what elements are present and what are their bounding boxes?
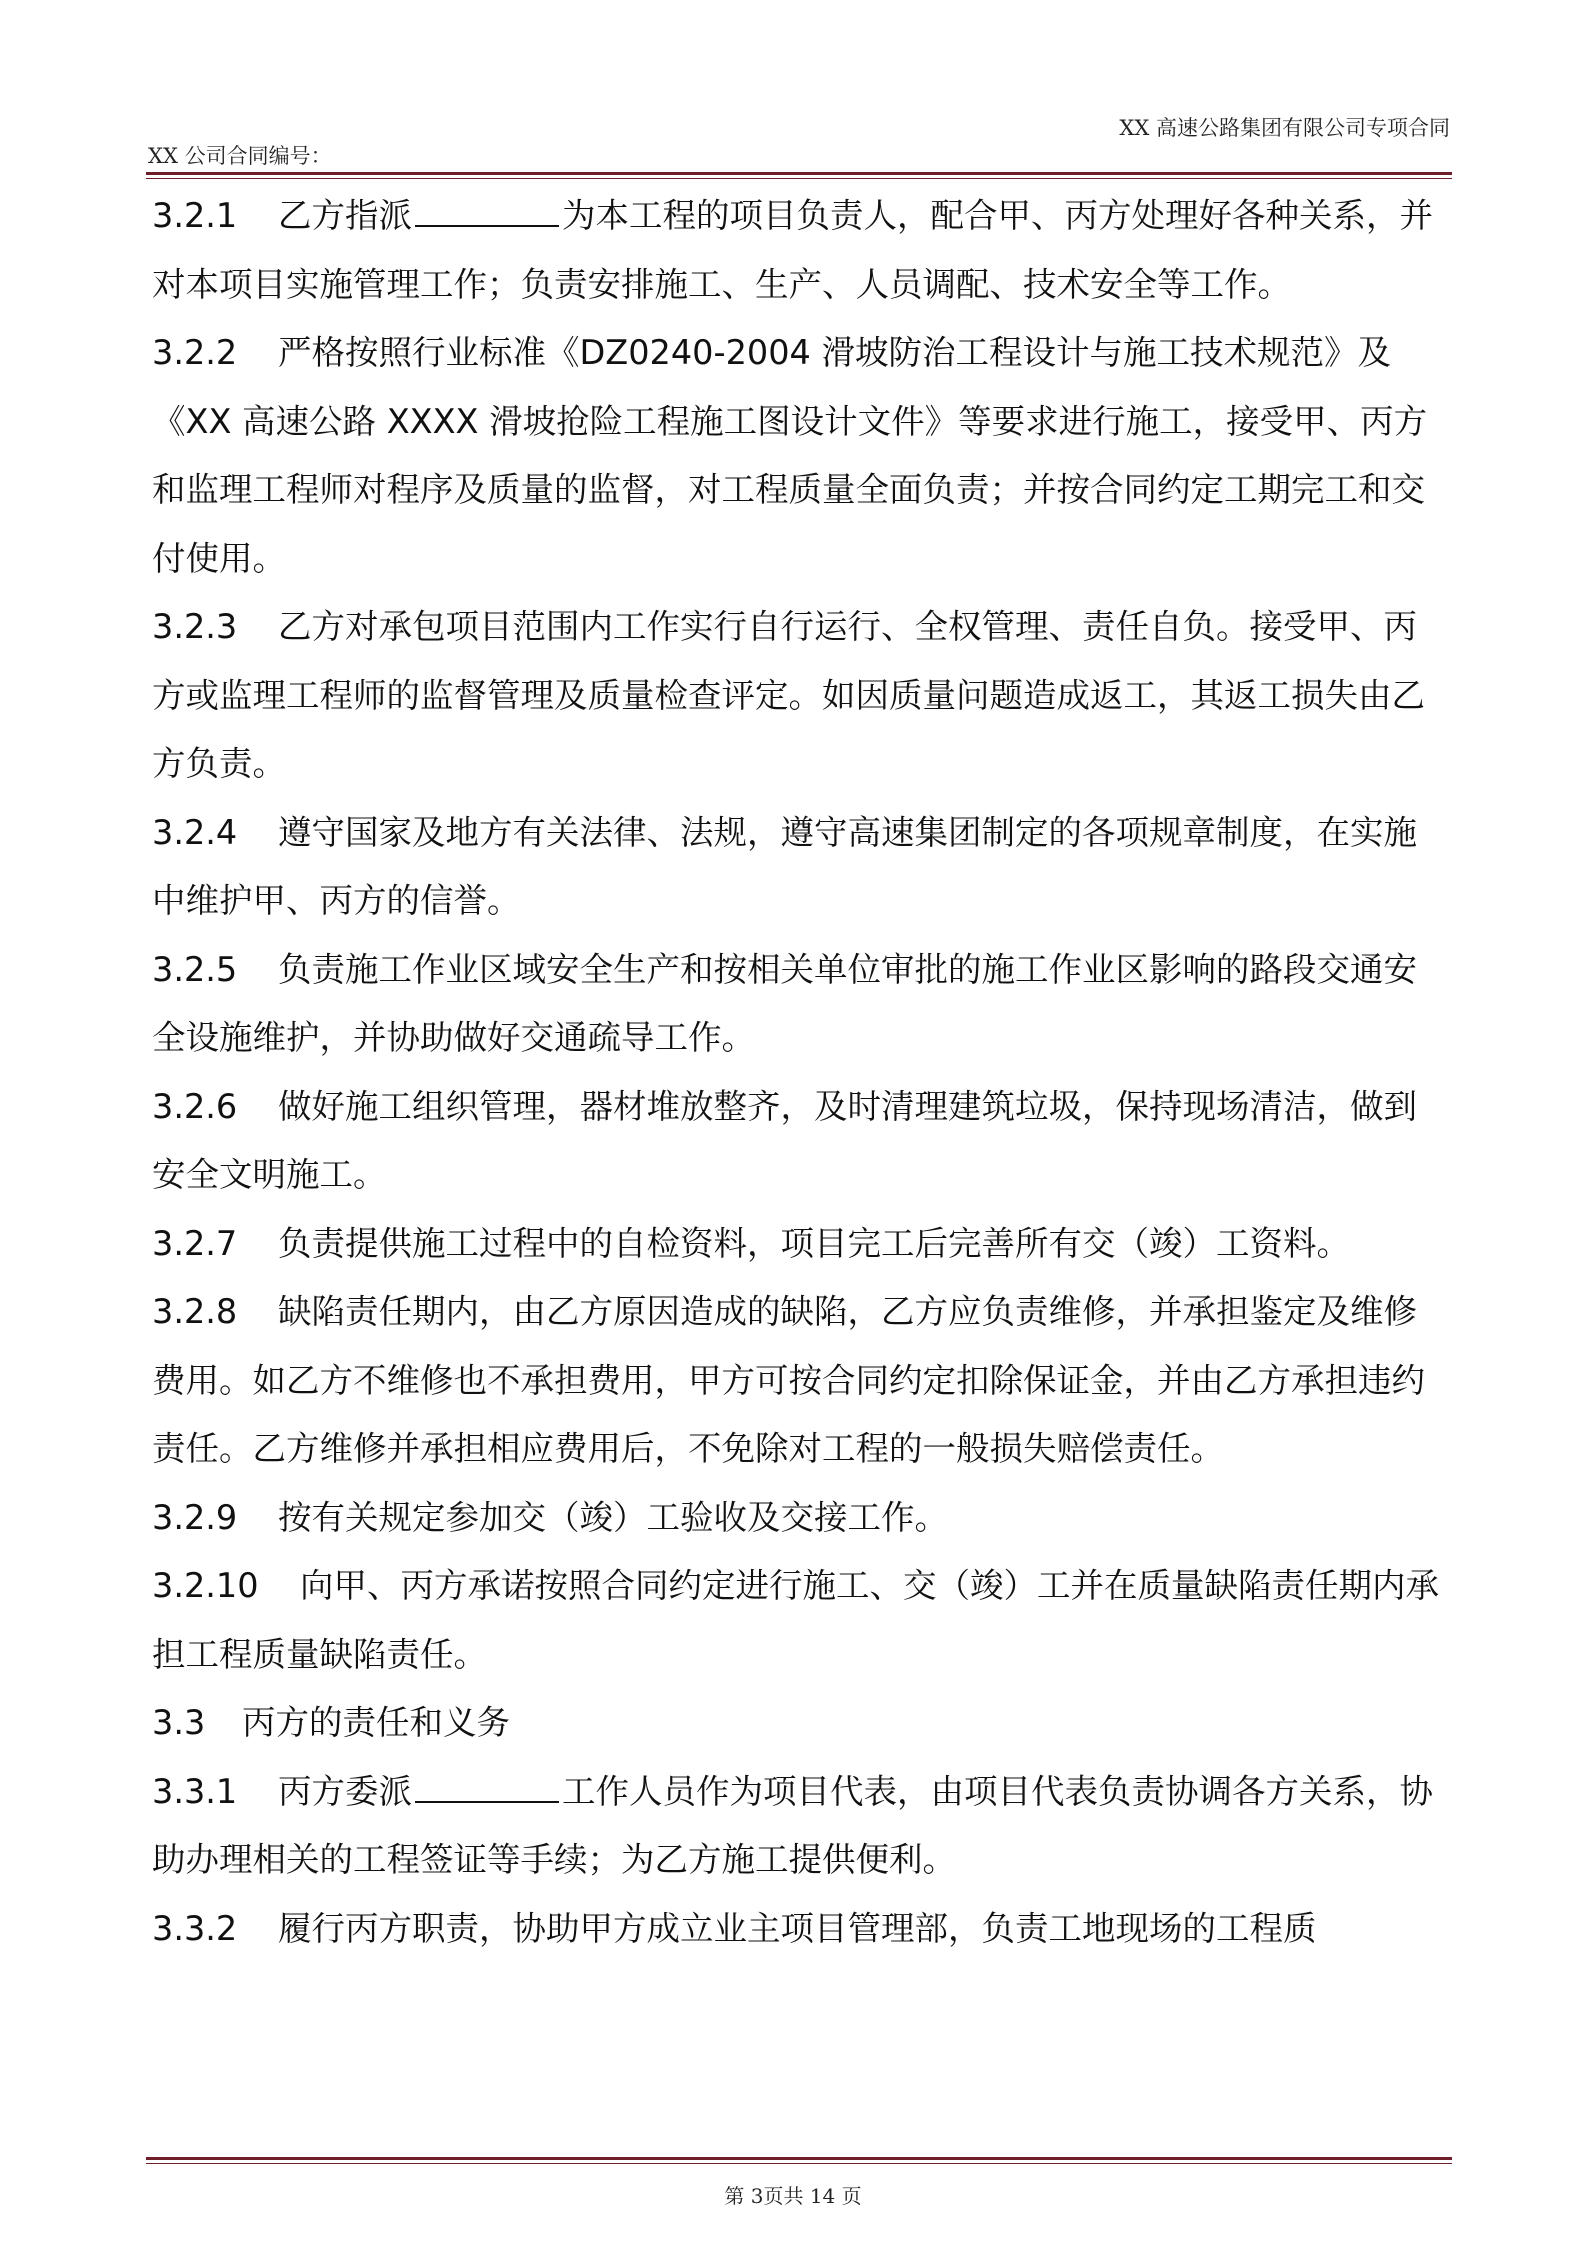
clause-number: 3.2.8 [152, 1292, 238, 1331]
clause-3-2-5 [152, 936, 1448, 1073]
clause-number: 3.2.7 [152, 1223, 238, 1263]
clause-3-3-1 [152, 1758, 1448, 1895]
clause-text: 缺陷责任期内，由乙方原因造成的缺陷，乙方应负责维修，并承担鉴定及维修费用。如乙方不维修也不承担费用，甲方可按合同约定扣除保证金，并由乙方承担违约责任。乙方维修并承担相应费用后，不免除对工程的一般损失赔偿责任。 [152, 1292, 1425, 1468]
clause-text: 丙方委派 [278, 1771, 412, 1811]
header-rule [146, 172, 1452, 175]
clause-number: 3.3.1 [152, 1771, 238, 1811]
clause-3-2-1 [152, 182, 1448, 319]
clause-3-3-2 [152, 1895, 1448, 1964]
clause-text: 负责提供施工过程中的自检资料，项目完工后完善所有交（竣）工资料。 [278, 1223, 1350, 1263]
clause-text: 严格按照行业标准《DZ0240-2004 滑坡防治工程设计与施工技术规范》及《XX 高速公路 XXXX 滑坡抢险工程施工图设计文件》等要求进行施工，接受甲、丙方和监理工程师对程序及质量的监督，对工程质量全面负责；并按合同约定工期完工和交付使用。 [152, 333, 1428, 578]
header-rule-thin [146, 178, 1452, 179]
footer-rule-thin [146, 2163, 1452, 2164]
clause-number: 3.2.4 [152, 812, 238, 852]
clause-text: 按有关规定参加交（竣）工验收及交接工作。 [278, 1497, 948, 1537]
clause-number: 3.2.1 [152, 196, 238, 235]
clause-3-2-6 [152, 1073, 1448, 1210]
section-3-3-heading [152, 1689, 1448, 1758]
header-contract-number-label: XX 公司合同编号： [148, 144, 332, 168]
clause-number: 3.3.2 [152, 1908, 238, 1948]
clause-number: 3.2.3 [152, 607, 238, 646]
clause-text: 工作人员作为项目代表，由项目代表负责协调各方关系，协助办理相关的工程签证等手续；为乙方施工提供便利。 [152, 1771, 1433, 1879]
clause-text: 为本工程的项目负责人，配合甲、丙方处理好各种关系，并对本项目实施管理工作；负责安排施工、生产、人员调配、技术安全等工作。 [152, 196, 1433, 304]
page-number: 第 3页共 14 页 [724, 2184, 862, 2208]
clause-3-2-8 [152, 1278, 1448, 1484]
clause-text: 履行丙方职责，协助甲方成立业主项目管理部，负责工地现场的工程质 [278, 1908, 1317, 1948]
section-title: 丙方的责任和义务 [242, 1703, 510, 1742]
clause-text: 做好施工组织管理，器材堆放整齐，及时清理建筑垃圾，保持现场清洁，做到安全文明施工。 [152, 1086, 1417, 1194]
fill-in-blank [415, 195, 559, 227]
clause-3-2-4 [152, 799, 1448, 936]
clause-number: 3.2.2 [152, 333, 238, 372]
clause-text: 乙方对承包项目范围内工作实行自行运行、全权管理、责任自负。接受甲、丙方或监理工程师的监督管理及质量检查评定。如因质量问题造成返工，其返工损失由乙方负责。 [152, 607, 1425, 783]
clause-3-2-10 [152, 1552, 1448, 1689]
footer-rule [146, 2157, 1452, 2160]
clause-text: 向甲、丙方承诺按照合同约定进行施工、交（竣）工并在质量缺陷责任期内承担工程质量缺陷责任。 [152, 1566, 1439, 1674]
header-contract-title: XX 高速公路集团有限公司专项合同 [1119, 116, 1450, 140]
clause-number: 3.2.6 [152, 1086, 238, 1126]
clause-text: 遵守国家及地方有关法律、法规，遵守高速集团制定的各项规章制度，在实施中维护甲、丙方的信誉。 [152, 812, 1417, 920]
section-number: 3.3 [152, 1703, 206, 1742]
clause-3-2-9 [152, 1484, 1448, 1553]
fill-in-blank [415, 1771, 559, 1803]
clause-number: 3.2.5 [152, 949, 238, 989]
clause-text: 乙方指派 [278, 196, 412, 235]
clause-number: 3.2.10 [152, 1566, 259, 1605]
clause-number: 3.2.9 [152, 1497, 238, 1537]
clause-3-2-3 [152, 593, 1448, 799]
document-body [152, 182, 1448, 1963]
clause-text: 负责施工作业区域安全生产和按相关单位审批的施工作业区影响的路段交通安全设施维护，并协助做好交通疏导工作。 [152, 949, 1417, 1057]
clause-3-2-7 [152, 1210, 1448, 1279]
clause-3-2-2 [152, 319, 1448, 593]
